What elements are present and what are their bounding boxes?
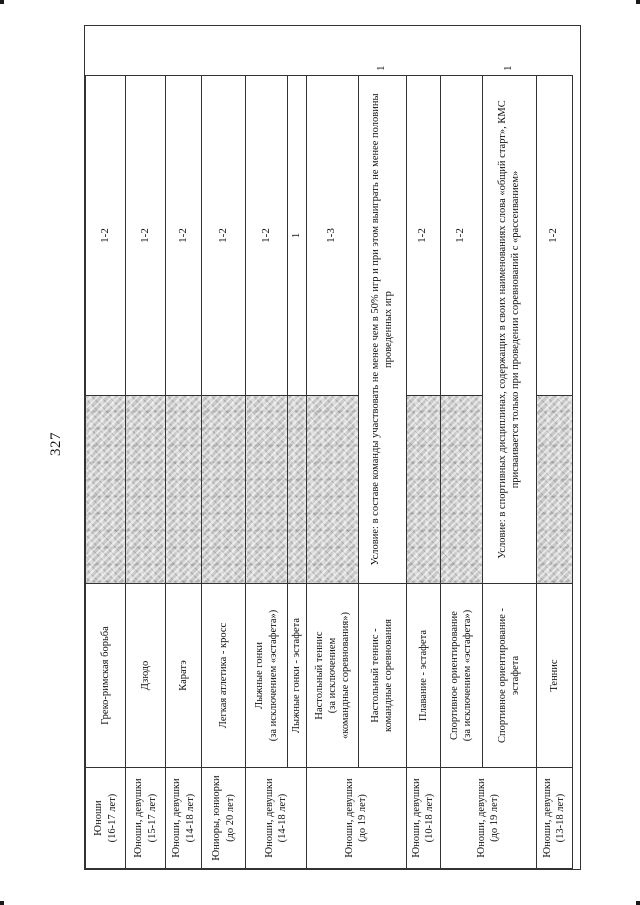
hatched-cell: [86, 396, 126, 584]
hatched-cell: [246, 396, 288, 584]
table-row: [536, 76, 572, 869]
page-number: 327: [48, 432, 64, 456]
age-group-text: Юноши, девушки (14-18 лет): [263, 778, 288, 858]
hatched-cell: [406, 396, 440, 584]
discipline-cell: [86, 584, 126, 768]
discipline-cell: [358, 584, 406, 768]
age-group-text: Юноши, девушки (до 19 лет): [476, 778, 501, 858]
age-group-cell: [166, 768, 202, 869]
hatched-cell: [202, 396, 246, 584]
age-group-text: Юноши, девушки (10-18 лет): [411, 778, 436, 858]
age-group-cell: [536, 768, 572, 869]
discipline-cell: [202, 584, 246, 768]
value-text: 1-2: [547, 228, 560, 243]
page-frame: [84, 25, 581, 870]
scan-corner: [0, 0, 4, 4]
value-cell: [406, 76, 440, 396]
table-row: [126, 76, 166, 869]
discipline-text: Легкая атлетика - кросс: [217, 622, 229, 729]
discipline-cell: [536, 584, 572, 768]
hatched-cell: [306, 396, 358, 584]
discipline-text: Спортивное ориентирование - эстафета: [497, 607, 522, 744]
age-group-text: Юноши, девушки (до 19 лет): [344, 778, 369, 858]
scan-corner: [636, 0, 640, 4]
age-group-text: Юноши, девушки (14-18 лет): [171, 778, 196, 858]
value-text: 1-2: [176, 228, 189, 243]
table-row: [406, 76, 440, 869]
condition-cell: [482, 76, 536, 584]
value-text: 1-2: [259, 228, 272, 243]
discipline-text: Плавание - эстафета: [417, 630, 429, 721]
hatched-cell: [288, 396, 307, 584]
hatched-cell: [536, 396, 572, 584]
condition-text: Условие: в составе команды участвовать не менее чем в 50% игр и при этом выиграть не менее половины проведенных игр: [370, 93, 395, 566]
discipline-text: Настольный теннис - командные соревнования: [370, 619, 395, 732]
discipline-text: Лыжные гонки - эстафета: [291, 617, 303, 734]
hatched-cell: [166, 396, 202, 584]
value-text: 1-2: [98, 228, 111, 243]
sports-table: [85, 65, 573, 869]
scan-corner: [0, 901, 4, 905]
discipline-text: Каратэ: [177, 660, 189, 691]
value-text: 1-2: [138, 228, 151, 243]
age-group-cell: [202, 768, 246, 869]
value-cell: [86, 76, 126, 396]
value-cell: [126, 76, 166, 396]
rotated-page: [38, 25, 598, 870]
age-group-cell: [440, 768, 536, 869]
value-cell: [306, 76, 358, 396]
table-row: [440, 76, 482, 869]
value-text: 1: [290, 232, 302, 239]
discipline-cell: [288, 584, 307, 768]
age-group-cell: [246, 768, 307, 869]
age-group-cell: [126, 768, 166, 869]
age-group-cell: [406, 768, 440, 869]
age-group-text: Юноши, девушки (15-17 лет): [133, 778, 158, 858]
table-row: [482, 76, 536, 869]
discipline-cell: [246, 584, 288, 768]
discipline-cell: [406, 584, 440, 768]
table-row: [86, 76, 126, 869]
table-row: [246, 76, 288, 869]
discipline-text: Греко-римская борьба: [99, 626, 111, 725]
age-group-text: Юниоры, юниорки (до 20 лет): [211, 775, 236, 861]
table-row: [166, 76, 202, 869]
age-group-text: Юноши, девушки (13-18 лет): [542, 778, 567, 858]
age-group-text: Юноши (16-17 лет): [93, 793, 118, 843]
value-text: 1-2: [416, 228, 429, 243]
table-row: [358, 76, 406, 869]
hatched-cell: [440, 396, 482, 584]
discipline-cell: [440, 584, 482, 768]
age-group-cell: [306, 768, 406, 869]
condition-cell: [358, 76, 406, 584]
discipline-text: Спортивное ориентирование (за исключением «эстафета»): [449, 609, 474, 742]
discipline-cell: [306, 584, 358, 768]
discipline-text: Настольный теннис (за исключением «командные соревнования»): [313, 612, 351, 739]
value-text: 1: [375, 65, 388, 71]
discipline-text: Лыжные гонки (за исключением «эстафета»): [254, 609, 279, 742]
discipline-cell: [482, 584, 536, 768]
discipline-cell: [166, 584, 202, 768]
value-cell: [536, 76, 572, 396]
table-row: [306, 76, 358, 869]
value-text: 1: [502, 65, 515, 71]
value-text: 1-2: [216, 228, 229, 243]
age-group-cell: [86, 768, 126, 869]
value-cell: [246, 76, 288, 396]
value-text: 1-3: [325, 228, 338, 243]
value-cell: [202, 76, 246, 396]
discipline-text: Теннис: [548, 659, 560, 692]
discipline-text: Дзюдо: [139, 660, 151, 691]
condition-text: Условие: в спортивных дисциплинах, содержащих в своих наименованиях слова «общий старт», КМС присваивается только при проведении соревнований с «рассеиванием»: [497, 100, 522, 559]
scan-corner: [636, 901, 640, 905]
table-row: [288, 76, 307, 869]
value-cell: [440, 76, 482, 396]
value-text: 1-2: [454, 228, 467, 243]
table-row: [202, 76, 246, 869]
discipline-cell: [126, 584, 166, 768]
value-cell: [288, 76, 307, 396]
value-cell: [166, 76, 202, 396]
hatched-cell: [126, 396, 166, 584]
